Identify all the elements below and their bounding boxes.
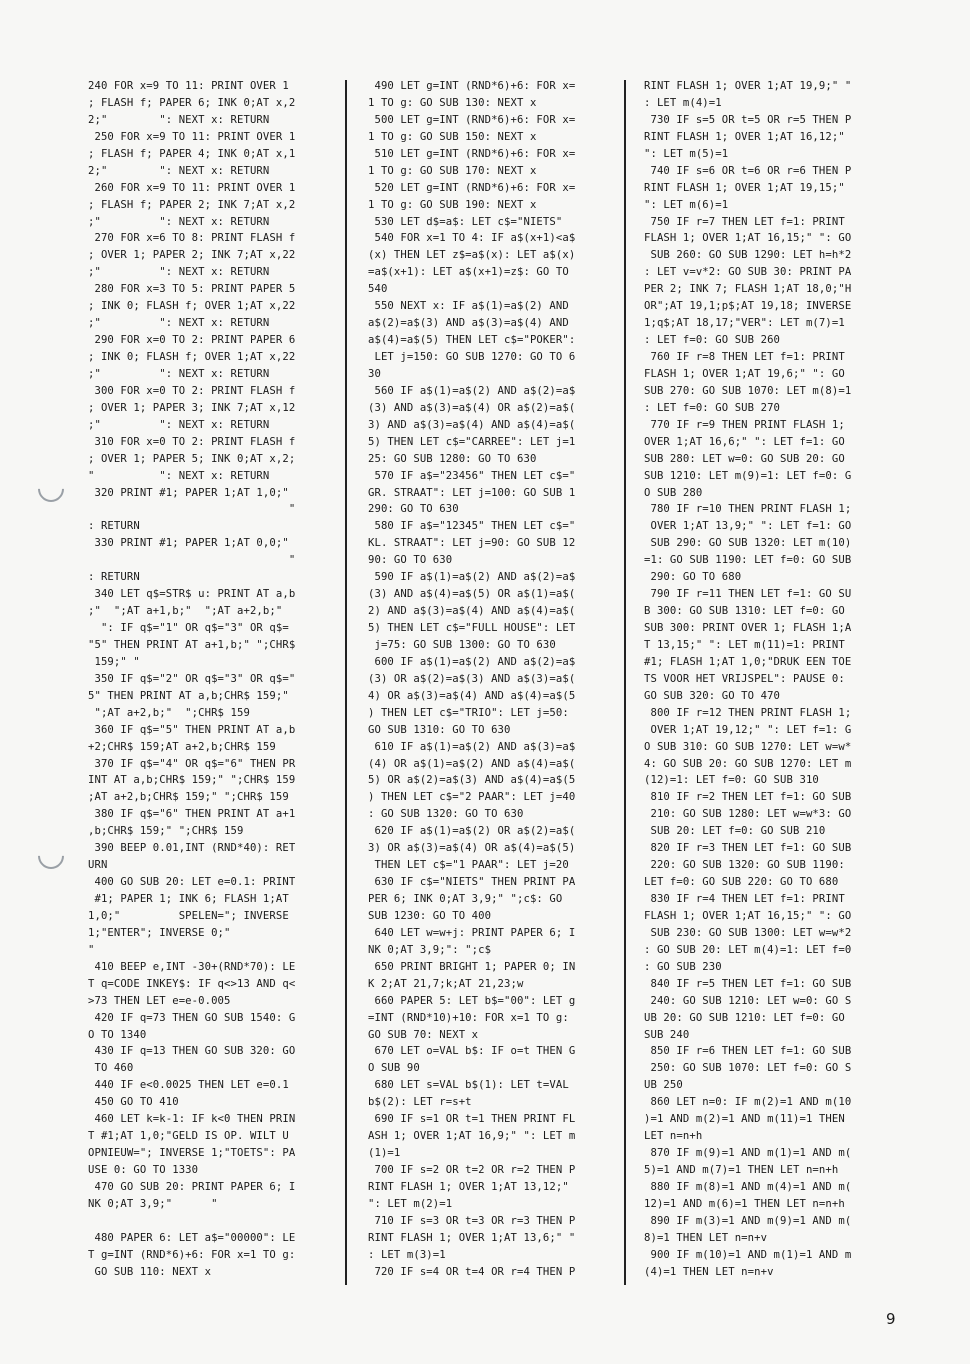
code-line: =a$(x+1): LET a$(x+1)=z$: GO TO — [368, 266, 569, 279]
code-line: ": LET m(6)=1 — [644, 198, 729, 211]
code-line: 890 IF m(3)=1 AND m(9)=1 AND m( — [644, 1214, 852, 1227]
code-line: : LET m(3)=1 — [368, 1248, 446, 1261]
column-divider — [345, 80, 347, 1285]
code-line: ) THEN LET c$="TRIO": LET j=50: — [368, 706, 569, 719]
code-line: 290 FOR x=0 TO 2: PRINT PAPER 6 — [88, 334, 296, 347]
code-line: 290: GO TO 680 — [644, 571, 742, 584]
code-line: T g=INT (RND*6)+6: FOR x=1 TO g: — [88, 1248, 296, 1261]
code-line: ; OVER 1; PAPER 3; INK 7;AT x,12 — [88, 401, 296, 414]
code-line: ; FLASH f; PAPER 2; INK 7;AT x,2 — [88, 198, 296, 211]
code-line: 860 LET n=0: IF m(2)=1 AND m(10 — [644, 1096, 852, 1109]
code-line: O TO 1340 — [88, 1028, 147, 1041]
code-line: (1)=1 — [368, 1147, 401, 1160]
code-line: j=75: GO SUB 1300: GO TO 630 — [368, 638, 556, 651]
code-line: : LET f=0: GO SUB 270 — [644, 401, 781, 414]
code-line: ": LET m(5)=1 — [644, 147, 729, 160]
code-line: 5)=1 AND m(7)=1 THEN LET n=n+h — [644, 1164, 839, 1176]
code-line: RINT FLASH 1; OVER 1;AT 19,15;" — [644, 181, 845, 194]
code-line: 440 IF e<0.0025 THEN LET e=0.1 — [88, 1079, 289, 1092]
code-line: 650 PRINT BRIGHT 1; PAPER 0; IN — [368, 960, 576, 973]
code-line: RINT FLASH 1; OVER 1;AT 19,9;" " — [644, 80, 852, 92]
code-line: 710 IF s=3 OR t=3 OR r=3 THEN P — [368, 1214, 576, 1227]
code-line: 880 IF m(8)=1 AND m(4)=1 AND m( — [644, 1180, 852, 1193]
code-line: 250 FOR x=9 TO 11: PRINT OVER 1 — [88, 130, 296, 143]
code-line: 310 FOR x=0 TO 2: PRINT FLASH f — [88, 435, 296, 448]
code-line: 370 IF q$="4" OR q$="6" THEN PR — [88, 757, 296, 770]
code-line: THEN LET c$="1 PAAR": LET j=20 — [368, 859, 569, 872]
code-line: 540 FOR x=1 TO 4: IF a$(x+1)<a$ — [368, 232, 576, 245]
code-line: 800 IF r=12 THEN PRINT FLASH 1; — [644, 706, 852, 719]
code-line: "5" THEN PRINT AT a+1,b;" ";CHR$ — [88, 638, 296, 651]
code-line: 550 NEXT x: IF a$(1)=a$(2) AND — [368, 300, 569, 313]
code-line: 630 IF c$="NIETS" THEN PRINT PA — [368, 876, 576, 889]
code-line: 2;" ": NEXT x: RETURN — [88, 164, 270, 177]
code-line: 770 IF r=9 THEN PRINT FLASH 1; — [644, 418, 845, 431]
code-line: 1;"ENTER"; INVERSE 0;" — [88, 926, 231, 939]
code-line: 480 PAPER 6: LET a$="00000": LE — [88, 1231, 296, 1244]
code-line: (3) OR a$(2)=a$(3) AND a$(3)=a$( — [368, 672, 576, 685]
code-line: 720 IF s=4 OR t=4 OR r=4 THEN P — [368, 1265, 576, 1278]
code-line: =INT (RND*10)+10: FOR x=1 TO g: — [368, 1011, 569, 1024]
code-line: (x) THEN LET z$=a$(x): LET a$(x) — [368, 249, 576, 262]
code-line: (4) OR a$(1)=a$(2) AND a$(4)=a$( — [368, 757, 576, 770]
code-line: 159;" " — [88, 655, 140, 668]
code-line: 840 IF r=5 THEN LET f=1: GO SUB — [644, 977, 852, 990]
code-line: 870 IF m(9)=1 AND m(1)=1 AND m( — [644, 1147, 852, 1160]
code-line: RINT FLASH 1; OVER 1;AT 13,6;" " — [368, 1231, 576, 1244]
code-line: : GO SUB 230 — [644, 960, 722, 973]
code-line: : LET m(4)=1 — [644, 96, 722, 109]
code-line: 520 LET g=INT (RND*6)+6: FOR x= — [368, 181, 576, 194]
code-line: 640 LET w=w+j: PRINT PAPER 6; I — [368, 926, 576, 939]
code-line: 290: GO TO 630 — [368, 503, 459, 516]
code-line: 560 IF a$(1)=a$(2) AND a$(2)=a$ — [368, 384, 576, 397]
code-line: 320 PRINT #1; PAPER 1;AT 1,0;" — [88, 486, 289, 499]
code-line: 680 LET s=VAL b$(1): LET t=VAL — [368, 1079, 569, 1092]
code-line: URN — [88, 859, 108, 872]
code-line: ;" ": NEXT x: RETURN — [88, 418, 270, 431]
code-line: 830 IF r=4 THEN LET f=1: PRINT — [644, 893, 845, 905]
code-line: ;" ": NEXT x: RETURN — [88, 215, 270, 228]
code-line: #1; PAPER 1; INK 6; FLASH 1;AT — [88, 893, 289, 905]
code-line: 610 IF a$(1)=a$(2) AND a$(3)=a$ — [368, 740, 576, 753]
code-line: 470 GO SUB 20: PRINT PAPER 6; I — [88, 1180, 296, 1193]
code-line: GO SUB 320: GO TO 470 — [644, 689, 781, 702]
code-line: 240: GO SUB 1210: LET w=0: GO S — [644, 994, 852, 1007]
code-line: 220: GO SUB 1320: GO SUB 1190: — [644, 859, 845, 872]
code-line: " — [88, 554, 296, 567]
code-line: 420 IF q=73 THEN GO SUB 1540: G — [88, 1011, 296, 1024]
code-line: ";AT a+2,b;" ";CHR$ 159 — [88, 706, 250, 719]
code-line: 810 IF r=2 THEN LET f=1: GO SUB — [644, 791, 852, 804]
code-line: 350 IF q$="2" OR q$="3" OR q$=" — [88, 672, 296, 685]
code-line: 30 — [368, 367, 381, 380]
code-line: : GO SUB 20: LET m(4)=1: LET f=0 — [644, 943, 852, 956]
code-line: SUB 230: GO SUB 1300: LET w=w*2 — [644, 926, 852, 939]
code-line: 4: GO SUB 20: GO SUB 1270: LET m — [644, 757, 852, 770]
code-line: ;" ": NEXT x: RETURN — [88, 266, 270, 279]
code-line: OR";AT 19,1;p$;AT 19,18; INVERSE — [644, 300, 852, 313]
code-line: : LET v=v*2: GO SUB 30: PRINT PA — [644, 266, 852, 279]
code-line: ) THEN LET c$="2 PAAR": LET j=40 — [368, 791, 576, 804]
code-line: UB 250 — [644, 1079, 683, 1092]
code-line: 340 LET q$=STR$ u: PRINT AT a,b — [88, 588, 296, 601]
code-line: O SUB 310: GO SUB 1270: LET w=w* — [644, 740, 852, 753]
code-line: ;" ";AT a+1,b;" ";AT a+2,b;" — [88, 605, 283, 618]
code-line: TO 460 — [88, 1062, 134, 1075]
code-line: ; OVER 1; PAPER 5; INK 0;AT x,2; — [88, 452, 296, 465]
code-line: LET f=0: GO SUB 220: GO TO 680 — [644, 876, 839, 889]
code-line: GR. STRAAT": LET j=100: GO SUB 1 — [368, 486, 576, 499]
code-line: T #1;AT 1,0;"GELD IS OP. WILT U — [88, 1130, 289, 1143]
code-line: 270 FOR x=6 TO 8: PRINT FLASH f — [88, 232, 296, 245]
code-line: 5) OR a$(2)=a$(3) AND a$(4)=a$(5 — [368, 774, 576, 787]
code-line: 4) OR a$(3)=a$(4) AND a$(4)=a$(5 — [368, 689, 576, 702]
page-number: 9 — [886, 1310, 896, 1328]
code-line: 580 IF a$="12345" THEN LET c$=" — [368, 520, 576, 533]
code-line: 2;" ": NEXT x: RETURN — [88, 113, 270, 126]
code-line: SUB 240 — [644, 1028, 690, 1041]
code-line: 670 LET o=VAL b$: IF o=t THEN G — [368, 1045, 576, 1058]
code-line: GO SUB 110: NEXT x — [88, 1265, 212, 1278]
code-line: OVER 1;AT 13,9;" ": LET f=1: GO — [644, 520, 852, 533]
code-line: >73 THEN LET e=e-0.005 — [88, 994, 231, 1007]
code-line: 690 IF s=1 OR t=1 THEN PRINT FL — [368, 1113, 576, 1126]
code-line: 740 IF s=6 OR t=6 OR r=6 THEN P — [644, 164, 852, 177]
code-line: O SUB 90 — [368, 1062, 420, 1075]
code-line: 820 IF r=3 THEN LET f=1: GO SUB — [644, 842, 852, 855]
code-line: 5" THEN PRINT AT a,b;CHR$ 159;" — [88, 689, 289, 702]
code-line: 12)=1 AND m(6)=1 THEN LET n=n+h — [644, 1197, 845, 1210]
code-line: " — [88, 943, 95, 956]
code-line: 750 IF r=7 THEN LET f=1: PRINT — [644, 215, 845, 228]
code-line: (4)=1 THEN LET n=n+v — [644, 1265, 774, 1278]
code-line: OVER 1;AT 16,6;" ": LET f=1: GO — [644, 435, 845, 448]
code-line: 1 TO g: GO SUB 130: NEXT x — [368, 96, 537, 109]
code-line: ;" ": NEXT x: RETURN — [88, 367, 270, 380]
code-line: 1 TO g: GO SUB 170: NEXT x — [368, 164, 537, 177]
code-line: 730 IF s=5 OR t=5 OR r=5 THEN P — [644, 113, 852, 126]
code-line: : RETURN — [88, 520, 140, 533]
code-line: 620 IF a$(1)=a$(2) OR a$(2)=a$( — [368, 825, 576, 838]
code-line: RINT FLASH 1; OVER 1;AT 13,12;" — [368, 1180, 569, 1193]
punch-hole-mark — [33, 471, 70, 508]
code-line: 760 IF r=8 THEN LET f=1: PRINT — [644, 351, 845, 363]
code-line: 5) THEN LET c$="CARREE": LET j=1 — [368, 435, 576, 448]
code-line: 5) THEN LET c$="FULL HOUSE": LET — [368, 622, 576, 634]
code-line: 450 GO TO 410 — [88, 1096, 179, 1109]
code-line: a$(2)=a$(3) AND a$(3)=a$(4) AND — [368, 317, 569, 330]
code-line: OVER 1;AT 19,12;" ": LET f=1: G — [644, 723, 852, 736]
code-line: LET j=150: GO SUB 1270: GO TO 6 — [368, 351, 576, 363]
code-line: 780 IF r=10 THEN PRINT FLASH 1; — [644, 503, 852, 516]
code-line: 900 IF m(10)=1 AND m(1)=1 AND m — [644, 1248, 852, 1261]
code-line: (3) AND a$(3)=a$(4) OR a$(2)=a$( — [368, 401, 576, 414]
code-line: 600 IF a$(1)=a$(2) AND a$(2)=a$ — [368, 655, 576, 668]
code-line: 390 BEEP 0.01,INT (RND*40): RET — [88, 842, 296, 855]
code-line: 500 LET g=INT (RND*6)+6: FOR x= — [368, 113, 576, 126]
code-line: " — [88, 503, 296, 516]
code-line: SUB 280: LET w=0: GO SUB 20: GO — [644, 452, 845, 465]
code-line: 850 IF r=6 THEN LET f=1: GO SUB — [644, 1045, 852, 1058]
code-line: b$(2): LET r=s+t — [368, 1096, 472, 1109]
code-line: ASH 1; OVER 1;AT 16,9;" ": LET m — [368, 1130, 576, 1143]
code-line: 430 IF q=13 THEN GO SUB 320: GO — [88, 1045, 296, 1058]
code-line: FLASH 1; OVER 1;AT 16,15;" ": GO — [644, 909, 852, 922]
code-line: K 2;AT 21,7;k;AT 21,23;w — [368, 977, 524, 990]
code-line: GO SUB 70: NEXT x — [368, 1028, 479, 1041]
code-line: 3) AND a$(3)=a$(4) AND a$(4)=a$( — [368, 418, 576, 431]
code-line: 1 TO g: GO SUB 150: NEXT x — [368, 130, 537, 143]
column-divider — [624, 80, 626, 1285]
code-line: 1,0;" SPELEN="; INVERSE — [88, 909, 289, 922]
code-line: ; FLASH f; PAPER 6; INK 0;AT x,2 — [88, 96, 296, 109]
code-line: ,b;CHR$ 159;" ";CHR$ 159 — [88, 825, 244, 838]
code-line: SUB 20: LET f=0: GO SUB 210 — [644, 825, 826, 838]
code-line: 490 LET g=INT (RND*6)+6: FOR x= — [368, 80, 576, 92]
code-line: 570 IF a$="23456" THEN LET c$=" — [368, 469, 576, 482]
code-line: INT AT a,b;CHR$ 159;" ";CHR$ 159 — [88, 774, 296, 787]
code-line: SUB 290: GO SUB 1320: LET m(10) — [644, 537, 852, 550]
code-line: : GO SUB 1320: GO TO 630 — [368, 808, 524, 821]
code-line: GO SUB 1310: GO TO 630 — [368, 723, 511, 736]
code-line: 250: GO SUB 1070: LET f=0: GO S — [644, 1062, 852, 1075]
code-line: 590 IF a$(1)=a$(2) AND a$(2)=a$ — [368, 571, 576, 584]
code-line: " ": NEXT x: RETURN — [88, 469, 270, 482]
code-line: LET n=n+h — [644, 1130, 703, 1143]
code-line: FLASH 1; OVER 1;AT 19,6;" ": GO — [644, 367, 845, 380]
code-line: ; INK 0; FLASH f; OVER 1;AT x,22 — [88, 351, 296, 363]
code-line: a$(4)=a$(5) THEN LET c$="POKER": — [368, 334, 576, 347]
code-line: UB 20: GO SUB 1210: LET f=0: GO — [644, 1011, 845, 1024]
code-line: 790 IF r=11 THEN LET f=1: GO SU — [644, 588, 852, 601]
code-line: +2;CHR$ 159;AT a+2,b;CHR$ 159 — [88, 740, 276, 753]
code-line: NK 0;AT 3,9;": ";c$ — [368, 943, 492, 956]
code-line: RINT FLASH 1; OVER 1;AT 16,12;" — [644, 130, 845, 143]
code-line: 25: GO SUB 1280: GO TO 630 — [368, 452, 537, 465]
code-line: 530 LET d$=a$: LET c$="NIETS" — [368, 215, 563, 228]
code-line: 540 — [368, 283, 388, 296]
code-line: 2) AND a$(3)=a$(4) AND a$(4)=a$( — [368, 605, 576, 618]
code-column-1 — [88, 78, 326, 1281]
code-line: 360 IF q$="5" THEN PRINT AT a,b — [88, 723, 296, 736]
code-line — [88, 1213, 326, 1230]
code-line: 330 PRINT #1; PAPER 1;AT 0,0;" — [88, 537, 289, 550]
code-line: SUB 1230: GO TO 400 — [368, 909, 492, 922]
code-line: )=1 AND m(2)=1 AND m(11)=1 THEN — [644, 1113, 845, 1126]
code-line: 1;q$;AT 18,17;"VER": LET m(7)=1 — [644, 317, 845, 330]
code-line: FLASH 1; OVER 1;AT 16,15;" ": GO — [644, 232, 852, 245]
code-line: SUB 300: PRINT OVER 1; FLASH 1;A — [644, 622, 852, 634]
code-line: USE 0: GO TO 1330 — [88, 1164, 199, 1176]
code-line: 1 TO g: GO SUB 190: NEXT x — [368, 198, 537, 211]
code-line: 460 LET k=k-1: IF k<0 THEN PRIN — [88, 1113, 296, 1126]
code-line: 280 FOR x=3 TO 5: PRINT PAPER 5 — [88, 283, 296, 296]
code-column-3 — [644, 78, 882, 1281]
code-column-2 — [368, 78, 606, 1281]
code-line: : RETURN — [88, 571, 140, 584]
code-line: ": IF q$="1" OR q$="3" OR q$= — [88, 622, 289, 634]
code-line: 300 FOR x=0 TO 2: PRINT FLASH f — [88, 384, 296, 397]
code-line: KL. STRAAT": LET j=90: GO SUB 12 — [368, 537, 576, 550]
code-line: 3) OR a$(3)=a$(4) OR a$(4)=a$(5) — [368, 842, 576, 855]
code-line: 210: GO SUB 1280: LET w=w*3: GO — [644, 808, 852, 821]
code-line: ;" ": NEXT x: RETURN — [88, 317, 270, 330]
code-line: TS VOOR HET VRIJSPEL": PAUSE 0: — [644, 672, 845, 685]
code-line: 660 PAPER 5: LET b$="00": LET g — [368, 994, 576, 1007]
code-line: 400 GO SUB 20: LET e=0.1: PRINT — [88, 876, 296, 889]
code-line: NK 0;AT 3,9;" " — [88, 1197, 218, 1210]
code-line: 260 FOR x=9 TO 11: PRINT OVER 1 — [88, 181, 296, 194]
code-line: PER 6; INK 0;AT 3,9;" ";c$: GO — [368, 893, 563, 905]
code-line: 380 IF q$="6" THEN PRINT AT a+1 — [88, 808, 296, 821]
code-line: SUB 260: GO SUB 1290: LET h=h*2 — [644, 249, 852, 262]
code-line: ; FLASH f; PAPER 4; INK 0;AT x,1 — [88, 147, 296, 160]
code-line: O SUB 280 — [644, 486, 703, 499]
punch-hole-mark — [33, 838, 70, 875]
code-line: 90: GO TO 630 — [368, 554, 453, 567]
code-line: (3) AND a$(4)=a$(5) OR a$(1)=a$( — [368, 588, 576, 601]
code-line: OPNIEUW="; INVERSE 1;"TOETS": PA — [88, 1147, 296, 1160]
code-line: #1; FLASH 1;AT 1,0;"DRUK EEN TOE — [644, 655, 852, 668]
code-line: : LET f=0: GO SUB 260 — [644, 334, 781, 347]
code-line: T q=CODE INKEY$: IF q<>13 AND q< — [88, 977, 296, 990]
code-line: PER 2; INK 7; FLASH 1;AT 18,0;"H — [644, 283, 852, 296]
code-line: ;AT a+2,b;CHR$ 159;" ";CHR$ 159 — [88, 791, 289, 804]
code-line: 510 LET g=INT (RND*6)+6: FOR x= — [368, 147, 576, 160]
code-line: SUB 270: GO SUB 1070: LET m(8)=1 — [644, 384, 852, 397]
code-line: T 13,15;" ": LET m(11)=1: PRINT — [644, 638, 845, 651]
code-line: ; OVER 1; PAPER 2; INK 7;AT x,22 — [88, 249, 296, 262]
code-line: SUB 1210: LET m(9)=1: LET f=0: G — [644, 469, 852, 482]
code-line: 8)=1 THEN LET n=n+v — [644, 1231, 768, 1244]
code-line: ; INK 0; FLASH f; OVER 1;AT x,22 — [88, 300, 296, 313]
code-line: ": LET m(2)=1 — [368, 1197, 453, 1210]
code-line: 240 FOR x=9 TO 11: PRINT OVER 1 — [88, 80, 289, 92]
code-line: B 300: GO SUB 1310: LET f=0: GO — [644, 605, 845, 618]
code-line: 410 BEEP e,INT -30+(RND*70): LE — [88, 960, 296, 973]
code-line: 700 IF s=2 OR t=2 OR r=2 THEN P — [368, 1164, 576, 1176]
code-line: (12)=1: LET f=0: GO SUB 310 — [644, 774, 819, 787]
code-line: =1: GO SUB 1190: LET f=0: GO SUB — [644, 554, 852, 567]
